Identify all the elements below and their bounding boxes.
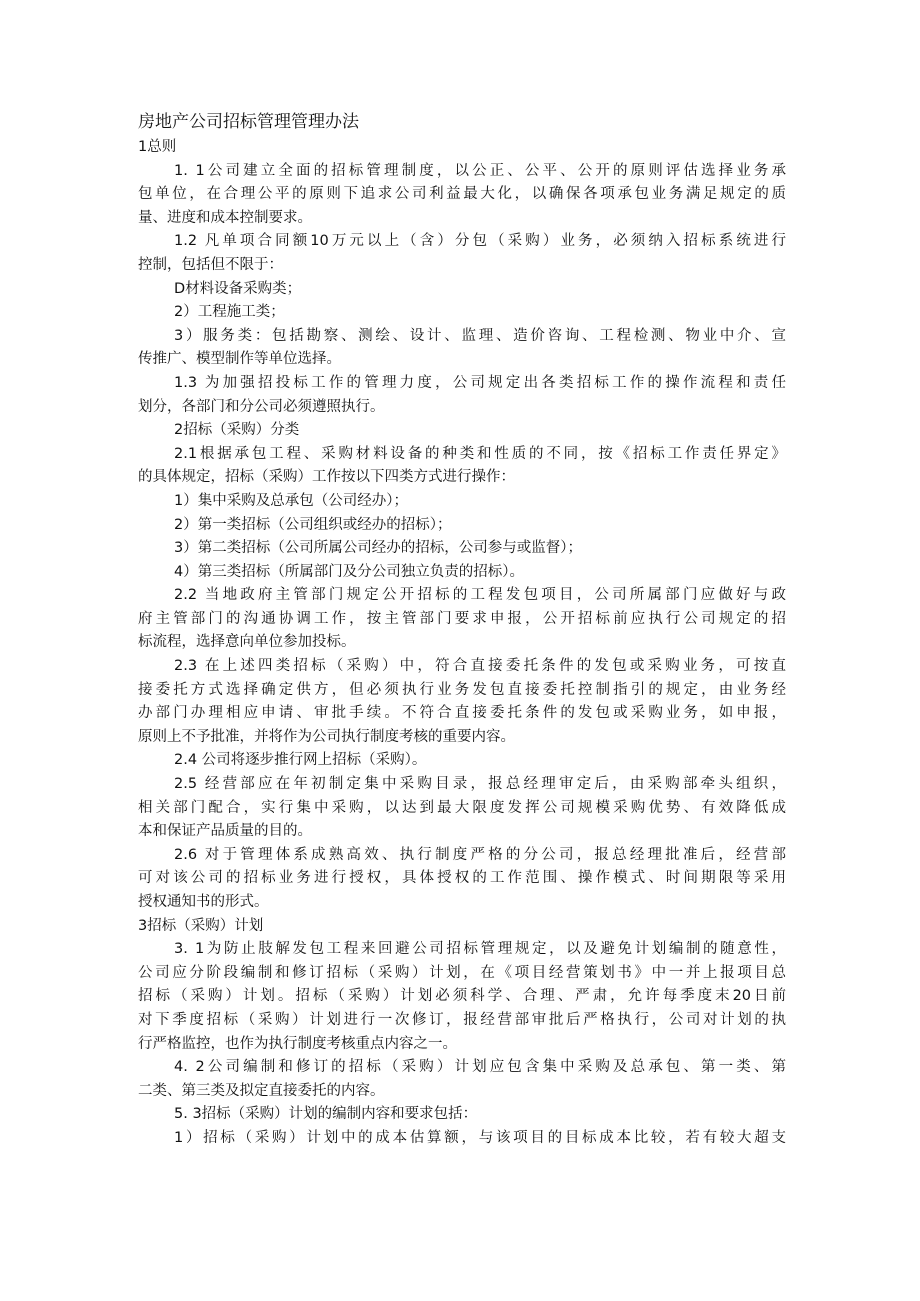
text-line: 4）第三类招标（所属部门及分公司独立负责的招标）。 bbox=[174, 563, 524, 580]
text-line: 本和保证产品质量的目的。 bbox=[138, 823, 312, 840]
text-line: 府主管部门的沟通协调工作，按主管部门要求申报，公开招标前应执行公司规定的招 bbox=[138, 610, 786, 627]
text-line: 1.3 为加强招投标工作的管理力度，公司规定出各类招标工作的操作流程和责任 bbox=[174, 374, 786, 391]
text-line: 3. 1为防止肢解发包工程来回避公司招标管理规定，以及避免计划编制的随意性， bbox=[174, 941, 786, 958]
document-body bbox=[138, 136, 786, 1151]
text-line: 行严格监控，也作为执行制度考核重点内容之一。 bbox=[138, 1035, 457, 1052]
text-line: 接委托方式选择确定供方，但必须执行业务发包直接委托控制指引的规定，由业务经 bbox=[138, 681, 786, 698]
text-line: 2招标（采购）分类 bbox=[174, 422, 300, 439]
text-line: 3招标（采购）计划 bbox=[138, 917, 264, 934]
text-line: 可对该公司的招标业务进行授权，具体授权的工作范围、操作模式、时间期限等采用 bbox=[138, 870, 786, 887]
text-line: 量、进度和成本控制要求。 bbox=[138, 209, 312, 226]
text-line: 3）服务类：包括勘察、测绘、设计、监理、造价咨询、工程检测、物业中介、宣 bbox=[174, 327, 786, 344]
text-line: 包单位，在合理公平的原则下追求公司利益最大化，以确保各项承包业务满足规定的质 bbox=[138, 186, 786, 203]
text-line: 2.5 经营部应在年初制定集中采购目录，报总经理审定后，由采购部牵头组织， bbox=[174, 776, 786, 793]
text-line: 2.2 当地政府主管部门规定公开招标的工程发包项目，公司所属部门应做好与政 bbox=[174, 587, 786, 604]
text-line: 1总则 bbox=[138, 139, 177, 155]
text-line: 公司应分阶段编制和修订招标（采购）计划，在《项目经营策划书》中一并上报项目总 bbox=[138, 964, 786, 981]
text-line: 4. 2公司编制和修订的招标（采购）计划应包含集中采购及总承包、第一类、第 bbox=[174, 1059, 786, 1076]
document-title: 房地产公司招标管理管理办法 bbox=[138, 112, 359, 132]
text-line: 办部门办理相应申请、审批手续。不符合直接委托条件的发包或采购业务，如申报， bbox=[138, 705, 786, 722]
text-line: 2.4 公司将逐步推行网上招标（采购）。 bbox=[174, 752, 427, 769]
text-line: 传推广、模型制作等单位选择。 bbox=[138, 351, 341, 368]
text-line: 标流程，选择意向单位参加投标。 bbox=[138, 634, 356, 651]
text-line: 1. 1公司建立全面的招标管理制度，以公正、公平、公开的原则评估选择业务承 bbox=[174, 162, 786, 179]
text-line: 原则上不予批准，并将作为公司执行制度考核的重要内容。 bbox=[138, 728, 515, 745]
text-line: 2）第一类招标（公司组织或经办的招标）； bbox=[174, 516, 452, 533]
document-page bbox=[138, 108, 786, 1151]
text-line: 相关部门配合，实行集中采购，以达到最大限度发挥公司规模采购优势、有效降低成 bbox=[138, 799, 786, 816]
text-line: 3）第二类招标（公司所属公司经办的招标，公司参与或监督）； bbox=[174, 540, 582, 557]
text-line: 对下季度招标（采购）计划进行一次修订，报经营部审批后严格执行，公司对计划的执 bbox=[138, 1011, 786, 1028]
text-line: 的具体规定，招标（采购）工作按以下四类方式进行操作： bbox=[138, 469, 515, 486]
text-line: 控制，包括但不限于： bbox=[138, 256, 283, 273]
text-line: 2.1根据承包工程、采购材料设备的种类和性质的不同，按《招标工作责任界定》 bbox=[174, 445, 786, 462]
text-line: 招标（采购）计划。招标（采购）计划必须科学、合理、严肃，允许每季度末20日前 bbox=[138, 988, 786, 1005]
text-line: 二类、第三类及拟定直接委托的内容。 bbox=[138, 1082, 385, 1099]
text-line: 2.6 对于管理体系成熟高效、执行制度严格的分公司，报总经理批准后，经营部 bbox=[174, 846, 786, 863]
text-line: D材料设备采购类； bbox=[174, 280, 302, 297]
text-line: 1.2 凡单项合同额10万元以上（含）分包（采购）业务，必须纳入招标系统进行 bbox=[174, 233, 786, 250]
text-line: 划分，各部门和分公司必须遵照执行。 bbox=[138, 398, 385, 415]
text-line: 授权通知书的形式。 bbox=[138, 894, 269, 910]
text-line: 2）工程施工类； bbox=[174, 304, 285, 321]
text-line: 2.3 在上述四类招标（采购）中，符合直接委托条件的发包或采购业务，可按直 bbox=[174, 658, 786, 675]
text-line: 5. 3招标（采购）计划的编制内容和要求包括： bbox=[174, 1106, 478, 1123]
text-line: 1）集中采购及总承包（公司经办）； bbox=[174, 492, 408, 509]
text-line: 1）招标（采购）计划中的成本估算额，与该项目的目标成本比较，若有较大超支 bbox=[174, 1129, 786, 1146]
